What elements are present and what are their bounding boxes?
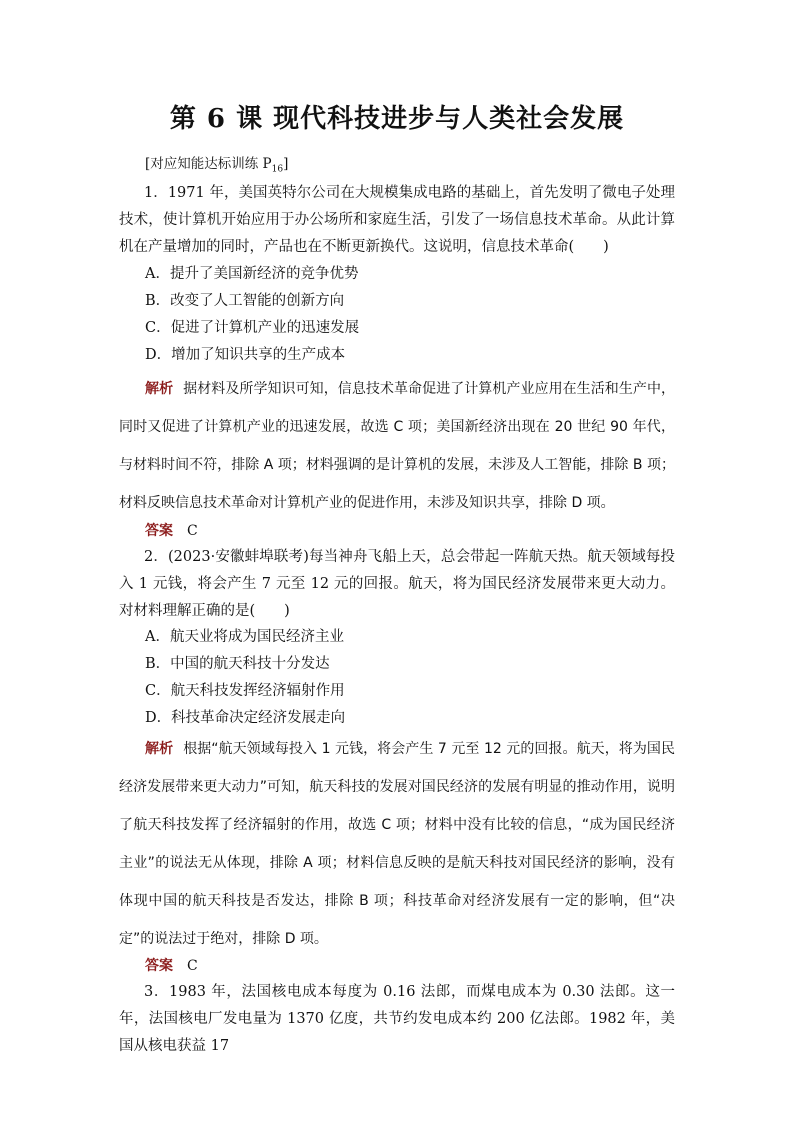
lesson-title: 第 6 课 现代科技进步与人类社会发展 — [169, 104, 625, 134]
answer-label: 答案 — [145, 958, 173, 974]
option-a: A．提升了美国新经济的竞争优势 — [145, 266, 359, 282]
analysis-label: 解析 — [145, 381, 174, 397]
question-2-stem: 2．(2023·安徽蚌埠联考)每当神舟飞船上天，总会带起一阵航天热。航天领域每投入 1 元钱，将会产生 7 元至 12 元的回报。航天，将为国民经济发展带来更大动力。对材料理解正确的是( ) — [119, 549, 675, 619]
option-d: D．增加了知识共享的生产成本 — [145, 347, 346, 363]
reference-note: [对应知能达标训练 $P_{16}$] — [145, 156, 289, 175]
option-d: D．科技革命决定经济发展走向 — [145, 710, 346, 726]
option-a: A．航天业将成为国民经济主业 — [145, 629, 344, 645]
option-b: B．改变了人工智能的创新方向 — [145, 293, 345, 309]
question-2-options — [145, 624, 345, 732]
option-c: C．航天科技发挥经济辐射作用 — [145, 683, 345, 699]
question-1-analysis: 解析 据材料及所学知识可知，信息技术革命促进了计算机产业应用在生活和生产中，同时又促进了计算机产业的迅速发展，故选 C 项；美国新经济出现在 20 世纪 90 年代，与材料时间不符，排除 A 项；材料强调的是计算机的发展，未涉及人工智能，排除 B 项；材料反映信息技术革命对计算机产业的促进作用，未涉及知识共享，排除 D 项。 — [119, 381, 676, 511]
question-1-answer: 答案 C — [145, 523, 198, 539]
question-2-answer: 答案 C — [145, 958, 198, 974]
question-1-stem: 1．1971 年，美国英特尔公司在大规模集成电路的基础上，首先发明了微电子处理技术，使计算机开始应用于办公场所和家庭生活，引发了一场信息技术革命。从此计算机在产量增加的同时，产品也在不断更新换代。这说明，信息技术革命( ) — [119, 185, 675, 255]
question-3-stem: 3．1983 年，法国核电成本每度为 0.16 法郎，而煤电成本为 0.30 法郎。这一年，法国核电厂发电量为 1370 亿度，共节约发电成本约 200 亿法郎。1982 年，美国从核电获益 17 — [119, 984, 675, 1054]
question-1-options — [145, 261, 359, 369]
question-2-analysis: 解析 根据“航天领域每投入 1 元钱，将会产生 7 元至 12 元的回报。航天，将为国民经济发展带来更大动力”可知，航天科技的发展对国民经济的发展有明显的推动作用，说明了航天科技发挥了经济辐射的作用，故选 C 项；材料中没有比较的信息，“成为国民经济主业”的说法无从体现，排除 A 项；材料信息反映的是航天科技对国民经济的影响，没有体现中国的航天科技是否发达，排除 B 项；科技革命对经济发展有一定的影响，但“决定”的说法过于绝对，排除 D 项。 — [119, 741, 675, 947]
analysis-label: 解析 — [145, 741, 174, 757]
option-b: B．中国的航天科技十分发达 — [145, 656, 330, 672]
answer-label: 答案 — [145, 523, 173, 539]
option-c: C．促进了计算机产业的迅速发展 — [145, 320, 360, 336]
